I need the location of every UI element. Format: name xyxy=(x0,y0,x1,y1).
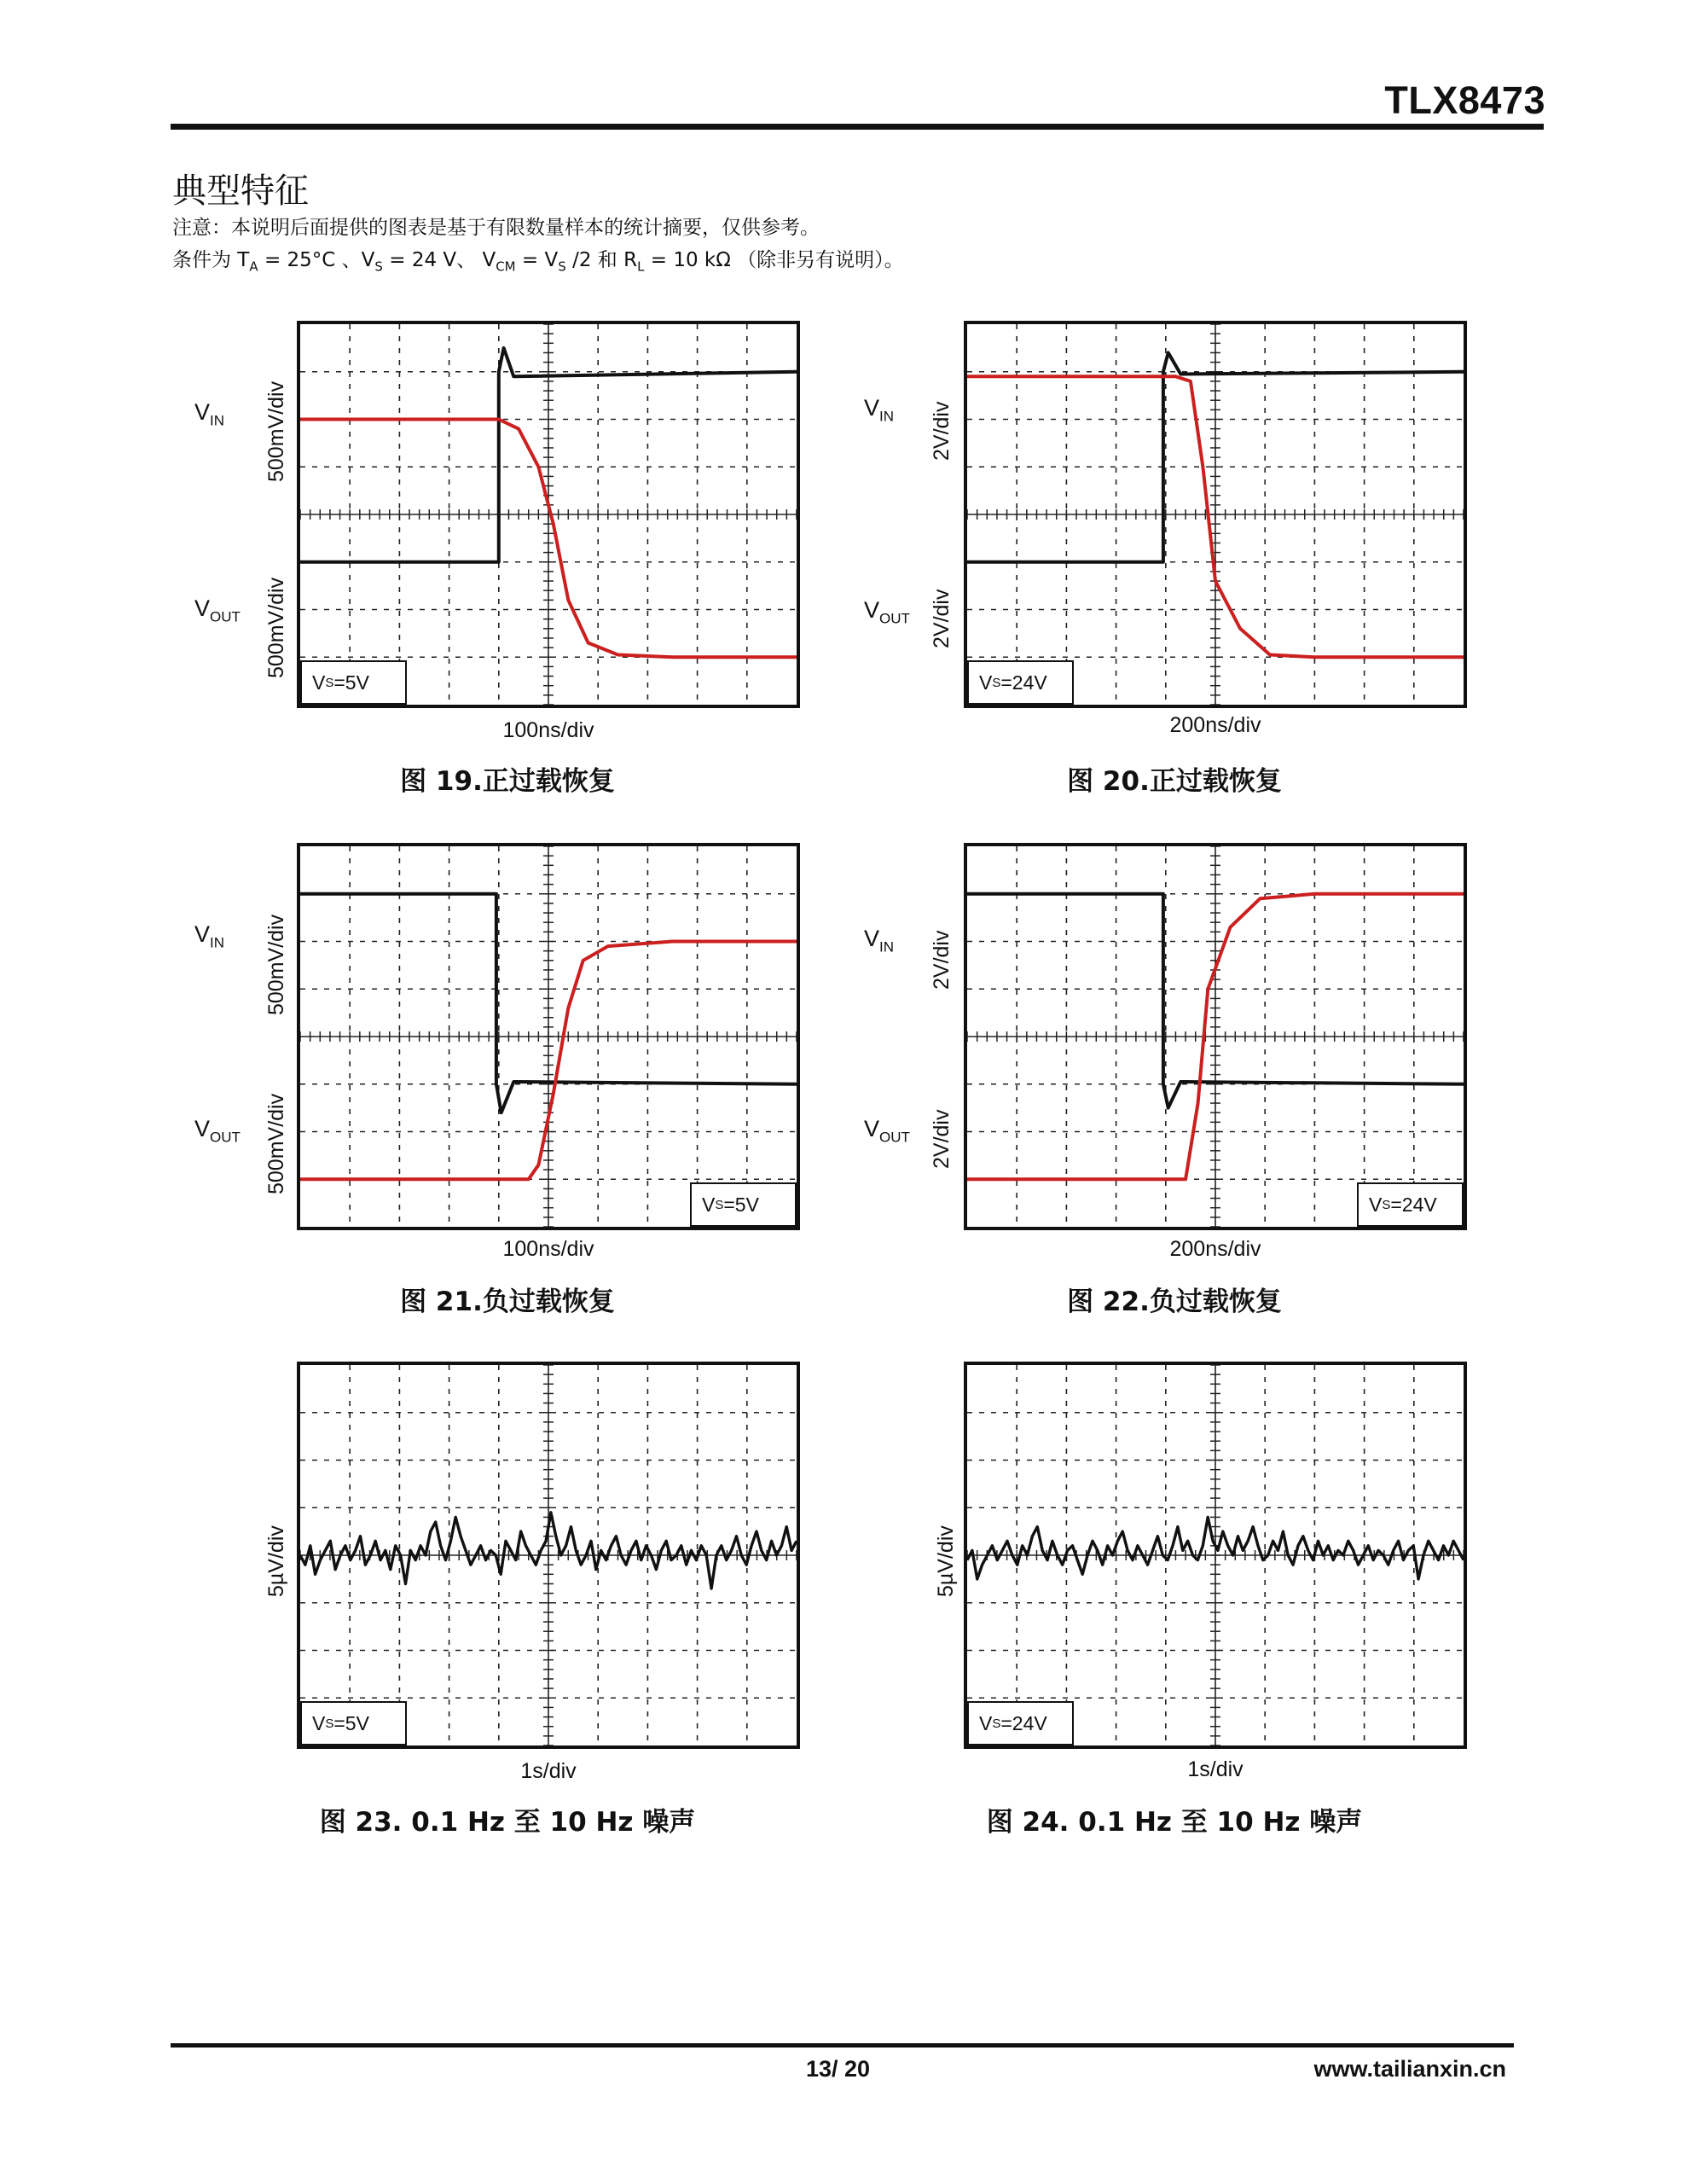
vs-symbol: V xyxy=(702,1193,716,1216)
vs-symbol: V xyxy=(979,1711,993,1734)
vs-subscript: S xyxy=(992,1716,1001,1731)
figure-caption: 图 23. 0.1 Hz 至 10 Hz 噪声 xyxy=(319,1807,696,1838)
vs-value: =5V xyxy=(333,671,369,694)
supply-voltage-label xyxy=(967,1701,1074,1745)
x-axis-label: 1s/div xyxy=(520,1759,577,1783)
vs-subscript: S xyxy=(325,675,334,690)
supply-voltage-label xyxy=(1357,1182,1464,1227)
scope-plot xyxy=(300,846,797,1227)
scope-plot xyxy=(300,1365,797,1745)
footer-rule xyxy=(171,2043,1514,2048)
figure-caption: 图 19.正过载恢复 xyxy=(400,766,615,797)
vs-value: =24V xyxy=(1390,1193,1437,1216)
figure-caption: 图 21.负过载恢复 xyxy=(400,1287,615,1317)
part-number: TLX8473 xyxy=(1384,78,1545,122)
conditions-line: 条件为 $T_A = 25^\circ C$ 、$V_S = 24$ V、 $V_{CM} = V_S$ /2 和 $R_L = 10$ kΩ （除非另有说明）。 xyxy=(172,249,904,275)
vin-label: $V_{IN}$ xyxy=(194,921,225,951)
vout-label: $V_{OUT}$ xyxy=(194,595,241,625)
vs-value: =5V xyxy=(333,1711,369,1734)
header-rule xyxy=(171,124,1544,130)
y-axis-label-out: 500mV/div xyxy=(264,577,288,678)
figure-caption: 图 24. 0.1 Hz 至 10 Hz 噪声 xyxy=(986,1807,1363,1838)
x-axis-label: 200ns/div xyxy=(1169,1237,1261,1261)
vs-subscript: S xyxy=(715,1197,724,1212)
y-axis-label-out: 2V/div xyxy=(930,1109,954,1169)
scope-plot xyxy=(967,1365,1464,1745)
vs-subscript: S xyxy=(1382,1197,1391,1212)
y-axis-label: 5µV/div xyxy=(264,1525,288,1597)
scope-fig21 xyxy=(297,843,800,1230)
note-line: 注意：本说明后面提供的图表是基于有限数量样本的统计摘要，仅供参考。 xyxy=(172,217,820,239)
supply-voltage-label xyxy=(690,1182,797,1227)
vs-value: =5V xyxy=(723,1193,759,1216)
x-axis-label: 1s/div xyxy=(1187,1757,1244,1781)
x-axis-label: 100ns/div xyxy=(502,1237,594,1261)
scope-plot xyxy=(967,846,1464,1227)
scope-fig24 xyxy=(964,1362,1467,1749)
scope-fig19 xyxy=(297,321,800,708)
y-axis-label-in: 2V/div xyxy=(930,401,954,461)
section-title: 典型特征 xyxy=(172,171,309,211)
scope-plot xyxy=(300,324,797,705)
y-axis-label-in: 500mV/div xyxy=(264,914,288,1015)
y-axis-label-in: 500mV/div xyxy=(264,380,288,482)
vin-label: $V_{IN}$ xyxy=(864,926,895,956)
scope-fig23 xyxy=(297,1362,800,1749)
vout-label: $V_{OUT}$ xyxy=(864,1116,910,1146)
vs-symbol: V xyxy=(312,671,326,694)
y-axis-label: 5µV/div xyxy=(934,1525,958,1597)
scope-fig20 xyxy=(964,321,1467,708)
vin-label: $V_{IN}$ xyxy=(864,395,895,425)
y-axis-label-out: 2V/div xyxy=(930,589,954,648)
page-number: 13/ 20 xyxy=(806,2056,871,2082)
figure-caption: 图 22.负过载恢复 xyxy=(1067,1287,1282,1317)
scope-plot xyxy=(967,324,1464,705)
vs-subscript: S xyxy=(992,675,1001,690)
vs-subscript: S xyxy=(325,1716,334,1731)
vs-symbol: V xyxy=(979,671,993,694)
x-axis-label: 100ns/div xyxy=(502,718,594,742)
vout-label: $V_{OUT}$ xyxy=(864,597,910,627)
x-axis-label: 200ns/div xyxy=(1169,713,1261,737)
vs-symbol: V xyxy=(312,1711,326,1734)
y-axis-label-in: 2V/div xyxy=(930,930,954,990)
vs-value: =24V xyxy=(1000,1711,1047,1734)
scope-fig22 xyxy=(964,843,1467,1230)
vs-value: =24V xyxy=(1000,671,1047,694)
y-axis-label-out: 500mV/div xyxy=(264,1093,288,1194)
supply-voltage-label xyxy=(967,660,1074,705)
supply-voltage-label xyxy=(300,1701,407,1745)
figure-caption: 图 20.正过载恢复 xyxy=(1067,766,1282,797)
vout-label: $V_{OUT}$ xyxy=(194,1116,241,1146)
website-url: www.tailianxin.cn xyxy=(1313,2056,1506,2082)
vs-symbol: V xyxy=(1369,1193,1383,1216)
vin-label: $V_{IN}$ xyxy=(194,399,225,429)
supply-voltage-label xyxy=(300,660,407,705)
